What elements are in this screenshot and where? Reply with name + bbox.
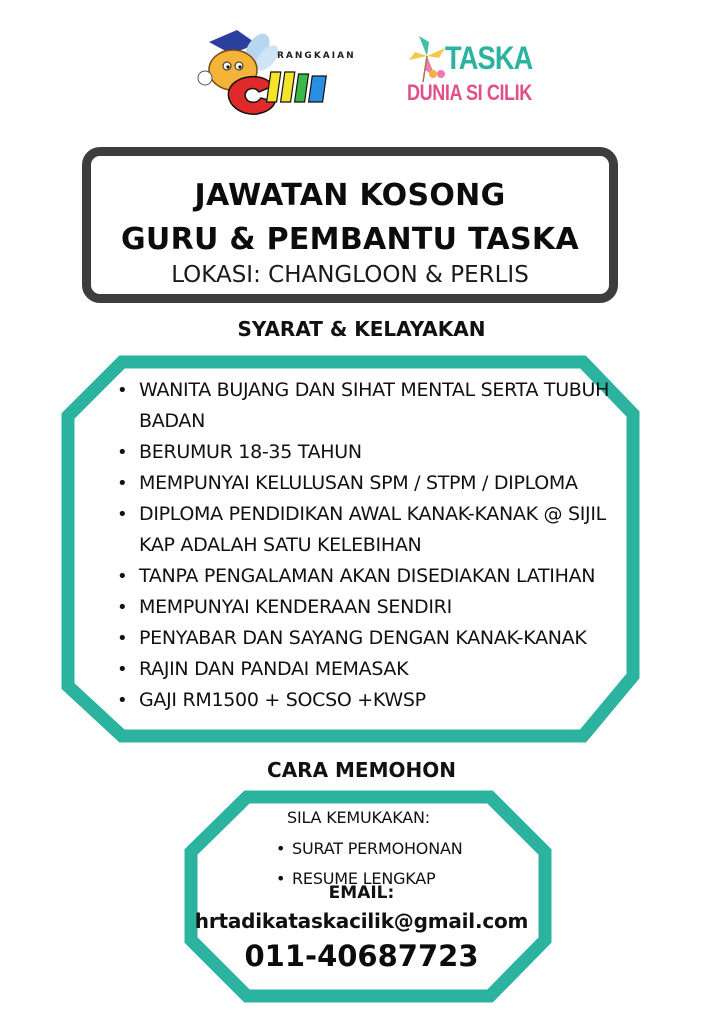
logo-dunia-si-cilik-text: DUNIA SI CILIK bbox=[407, 80, 532, 105]
apply-document-item: • SURAT PERMOHONAN bbox=[276, 834, 462, 864]
requirement-item: • MEMPUNYAI KELULUSAN SPM / STPM / DIPLOMA bbox=[115, 468, 635, 499]
requirement-item: • DIPLOMA PENDIDIKAN AWAL KANAK-KANAK @ SIJIL KAP ADALAH SATU KELEBIHAN bbox=[115, 499, 635, 561]
email-address[interactable]: hrtadikataskacilik@gmail.com bbox=[194, 909, 529, 933]
requirement-item: • WANITA BUJANG DAN SIHAT MENTAL SERTA TUBUH BADAN bbox=[115, 375, 635, 437]
requirement-item: • BERUMUR 18-35 TAHUN bbox=[115, 437, 635, 468]
apply-document-item: • RESUME LENGKAP bbox=[276, 864, 462, 894]
email-label: EMAIL: bbox=[328, 883, 395, 903]
requirement-item: • GAJI RM1500 + SOCSO +KWSP bbox=[115, 685, 635, 716]
apply-intro: SILA KEMUKAKAN: bbox=[287, 808, 430, 827]
location-text: LOKASI: CHANGLOON & PERLIS bbox=[171, 262, 529, 288]
title-line-2: GURU & PEMBANTU TASKA bbox=[120, 222, 579, 257]
requirements-title: SYARAT & KELAYAKAN bbox=[237, 317, 486, 341]
requirement-item: • PENYABAR DAN SAYANG DENGAN KANAK-KANAK bbox=[115, 623, 635, 654]
requirement-item: • TANPA PENGALAMAN AKAN DISEDIAKAN LATIHAN bbox=[115, 561, 635, 592]
requirement-item: • RAJIN DAN PANDAI MEMASAK bbox=[115, 654, 635, 685]
requirement-item: • MEMPUNYAI KENDERAAN SENDIRI bbox=[115, 592, 635, 623]
logo-small-text: RANGKAIAN bbox=[277, 51, 356, 61]
logo-taska-text: TASKA bbox=[445, 40, 533, 76]
title-line-1: JAWATAN KOSONG bbox=[194, 178, 506, 213]
phone-number[interactable]: 011-40687723 bbox=[244, 939, 479, 973]
apply-title: CARA MEMOHON bbox=[267, 758, 456, 782]
